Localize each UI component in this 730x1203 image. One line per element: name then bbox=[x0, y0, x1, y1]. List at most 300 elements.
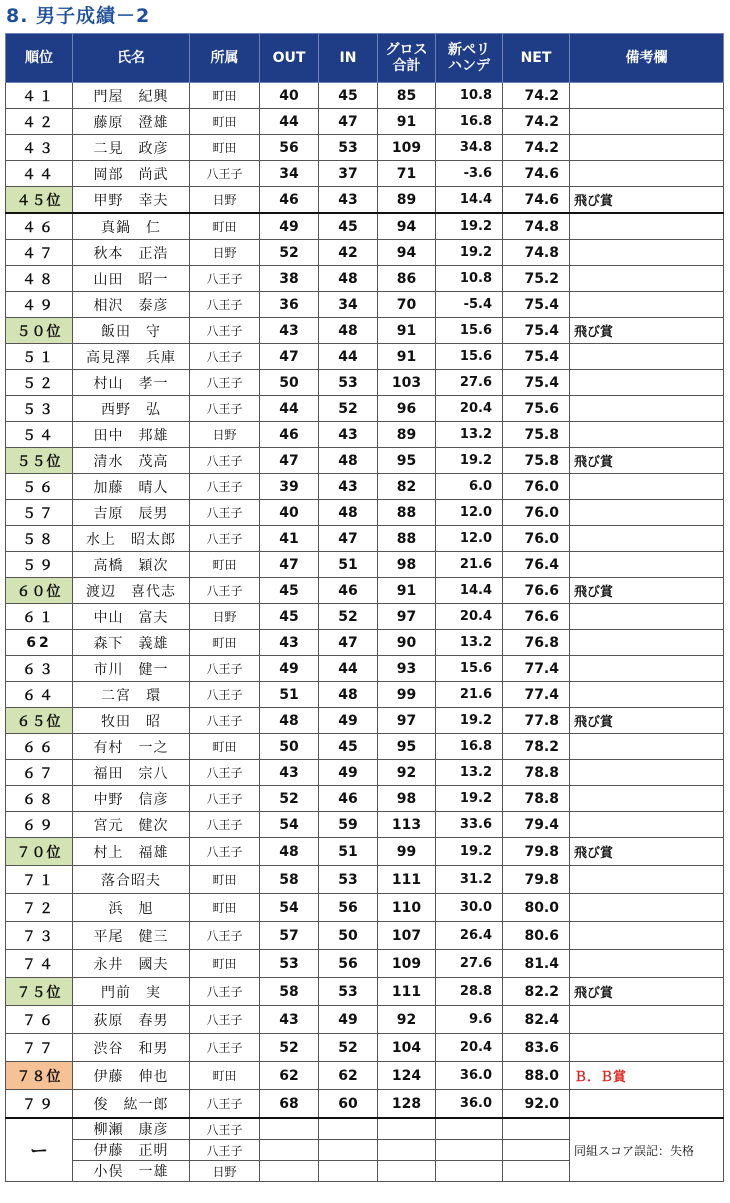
name-cell: 村上 福雄 bbox=[73, 838, 190, 866]
handicap-cell: 20.4 bbox=[436, 1034, 503, 1062]
gross-cell: 107 bbox=[378, 922, 436, 950]
rank-cell: ５１ bbox=[6, 344, 73, 370]
in-cell: 53 bbox=[319, 866, 378, 894]
handicap-cell: 31.2 bbox=[436, 866, 503, 894]
name-cell: 荻原 春男 bbox=[73, 1006, 190, 1034]
table-row bbox=[6, 344, 724, 370]
remarks-cell bbox=[570, 604, 724, 630]
out-cell: 43 bbox=[260, 318, 319, 344]
header-remarks: 備考欄 bbox=[570, 34, 724, 83]
remarks-cell: 飛び賞 bbox=[570, 578, 724, 604]
empty-cell bbox=[260, 1140, 319, 1161]
net-cell: 77.4 bbox=[503, 656, 570, 682]
affiliation-cell: 八王子 bbox=[190, 526, 260, 552]
net-cell: 75.8 bbox=[503, 448, 570, 474]
gross-cell: 104 bbox=[378, 1034, 436, 1062]
rank-cell: ６９ bbox=[6, 812, 73, 838]
name-cell: 吉原 辰男 bbox=[73, 500, 190, 526]
in-cell: 53 bbox=[319, 370, 378, 396]
out-cell: 50 bbox=[260, 370, 319, 396]
rank-cell: ４１ bbox=[6, 83, 73, 109]
handicap-cell: 34.8 bbox=[436, 135, 503, 161]
gross-cell: 91 bbox=[378, 109, 436, 135]
rank-cell: ６５位 bbox=[6, 708, 73, 734]
name-cell: 伊藤 伸也 bbox=[73, 1062, 190, 1090]
rank-cell: ４８ bbox=[6, 266, 73, 292]
in-cell: 53 bbox=[319, 135, 378, 161]
affiliation-cell: 八王子 bbox=[190, 1140, 260, 1161]
affiliation-cell: 八王子 bbox=[190, 500, 260, 526]
net-cell: 74.8 bbox=[503, 213, 570, 240]
empty-cell bbox=[436, 1161, 503, 1182]
remarks-cell bbox=[570, 500, 724, 526]
header-row bbox=[6, 34, 724, 83]
out-cell: 56 bbox=[260, 135, 319, 161]
rank-cell: ７３ bbox=[6, 922, 73, 950]
out-cell: 54 bbox=[260, 894, 319, 922]
rank-cell: ７４ bbox=[6, 950, 73, 978]
name-cell: 中山 富夫 bbox=[73, 604, 190, 630]
gross-cell: 109 bbox=[378, 135, 436, 161]
remarks-cell bbox=[570, 760, 724, 786]
affiliation-cell: 日野 bbox=[190, 1161, 260, 1182]
empty-cell bbox=[319, 1140, 378, 1161]
in-cell: 44 bbox=[319, 344, 378, 370]
in-cell: 48 bbox=[319, 318, 378, 344]
handicap-cell: 20.4 bbox=[436, 396, 503, 422]
name-cell: 平尾 健三 bbox=[73, 922, 190, 950]
remarks-cell: 飛び賞 bbox=[570, 187, 724, 214]
handicap-cell: 16.8 bbox=[436, 109, 503, 135]
affiliation-cell: 八王子 bbox=[190, 448, 260, 474]
affiliation-cell: 八王子 bbox=[190, 812, 260, 838]
rank-cell: ７５位 bbox=[6, 978, 73, 1006]
table-row bbox=[6, 734, 724, 760]
in-cell: 45 bbox=[319, 83, 378, 109]
out-cell: 52 bbox=[260, 1034, 319, 1062]
gross-cell: 98 bbox=[378, 786, 436, 812]
in-cell: 48 bbox=[319, 682, 378, 708]
header-name: 氏名 bbox=[73, 34, 190, 83]
rank-cell: ４２ bbox=[6, 109, 73, 135]
name-cell: 二見 政彦 bbox=[73, 135, 190, 161]
rank-cell: ６０位 bbox=[6, 578, 73, 604]
table-row bbox=[6, 656, 724, 682]
name-cell: 山田 昭一 bbox=[73, 266, 190, 292]
rank-cell: ５７ bbox=[6, 500, 73, 526]
in-cell: 52 bbox=[319, 396, 378, 422]
affiliation-cell: 町田 bbox=[190, 109, 260, 135]
net-cell: 74.6 bbox=[503, 161, 570, 187]
affiliation-cell: 八王子 bbox=[190, 786, 260, 812]
table-row bbox=[6, 950, 724, 978]
name-cell: 森下 義雄 bbox=[73, 630, 190, 656]
disqualified-row bbox=[6, 1118, 724, 1140]
in-cell: 42 bbox=[319, 240, 378, 266]
net-cell: 74.8 bbox=[503, 240, 570, 266]
table-row bbox=[6, 396, 724, 422]
handicap-cell: 6.0 bbox=[436, 474, 503, 500]
handicap-cell: 9.6 bbox=[436, 1006, 503, 1034]
out-cell: 39 bbox=[260, 474, 319, 500]
name-cell: 俊 紘一郎 bbox=[73, 1090, 190, 1119]
handicap-cell: 10.8 bbox=[436, 83, 503, 109]
remarks-cell bbox=[570, 894, 724, 922]
affiliation-cell: 八王子 bbox=[190, 344, 260, 370]
remarks-cell: 飛び賞 bbox=[570, 448, 724, 474]
name-cell: 落合昭夫 bbox=[73, 866, 190, 894]
affiliation-cell: 町田 bbox=[190, 894, 260, 922]
net-cell: 80.6 bbox=[503, 922, 570, 950]
remarks-cell bbox=[570, 344, 724, 370]
rank-cell: ４６ bbox=[6, 213, 73, 240]
out-cell: 41 bbox=[260, 526, 319, 552]
out-cell: 68 bbox=[260, 1090, 319, 1119]
affiliation-cell: 八王子 bbox=[190, 922, 260, 950]
rank-cell: ６８ bbox=[6, 786, 73, 812]
affiliation-cell: 町田 bbox=[190, 213, 260, 240]
handicap-cell: -5.4 bbox=[436, 292, 503, 318]
in-cell: 49 bbox=[319, 760, 378, 786]
out-cell: 47 bbox=[260, 344, 319, 370]
rank-cell: ６４ bbox=[6, 682, 73, 708]
table-row bbox=[6, 786, 724, 812]
header-rank: 順位 bbox=[6, 34, 73, 83]
name-cell: 水上 昭太郎 bbox=[73, 526, 190, 552]
rank-cell: ４５位 bbox=[6, 187, 73, 214]
affiliation-cell: 町田 bbox=[190, 866, 260, 894]
empty-cell bbox=[319, 1118, 378, 1140]
net-cell: 77.8 bbox=[503, 708, 570, 734]
gross-cell: 71 bbox=[378, 161, 436, 187]
out-cell: 40 bbox=[260, 500, 319, 526]
handicap-cell: 27.6 bbox=[436, 370, 503, 396]
empty-cell bbox=[260, 1118, 319, 1140]
in-cell: 52 bbox=[319, 604, 378, 630]
rank-cell: ７７ bbox=[6, 1034, 73, 1062]
name-cell: 藤原 澄雄 bbox=[73, 109, 190, 135]
name-cell: 牧田 昭 bbox=[73, 708, 190, 734]
net-cell: 75.4 bbox=[503, 292, 570, 318]
name-cell: 渡辺 喜代志 bbox=[73, 578, 190, 604]
remarks-cell bbox=[570, 1034, 724, 1062]
empty-cell bbox=[503, 1161, 570, 1182]
gross-cell: 70 bbox=[378, 292, 436, 318]
affiliation-cell: 八王子 bbox=[190, 1118, 260, 1140]
remarks-cell bbox=[570, 292, 724, 318]
table-row bbox=[6, 422, 724, 448]
in-cell: 50 bbox=[319, 922, 378, 950]
handicap-cell: 13.2 bbox=[436, 760, 503, 786]
out-cell: 62 bbox=[260, 1062, 319, 1090]
remarks-cell bbox=[570, 161, 724, 187]
table-row bbox=[6, 866, 724, 894]
affiliation-cell: 八王子 bbox=[190, 292, 260, 318]
rank-cell: ５０位 bbox=[6, 318, 73, 344]
out-cell: 43 bbox=[260, 760, 319, 786]
rank-cell: ５４ bbox=[6, 422, 73, 448]
net-cell: 76.8 bbox=[503, 630, 570, 656]
out-cell: 48 bbox=[260, 838, 319, 866]
gross-cell: 97 bbox=[378, 708, 436, 734]
gross-cell: 92 bbox=[378, 1006, 436, 1034]
disqualified-note: 同組スコア誤記：失格 bbox=[570, 1118, 724, 1182]
name-cell: 相沢 泰彦 bbox=[73, 292, 190, 318]
remarks-cell bbox=[570, 422, 724, 448]
affiliation-cell: 八王子 bbox=[190, 370, 260, 396]
handicap-cell: 27.6 bbox=[436, 950, 503, 978]
rank-cell: ６７ bbox=[6, 760, 73, 786]
gross-cell: 94 bbox=[378, 213, 436, 240]
handicap-cell: 13.2 bbox=[436, 422, 503, 448]
net-cell: 75.4 bbox=[503, 344, 570, 370]
table-row bbox=[6, 240, 724, 266]
handicap-cell: -3.6 bbox=[436, 161, 503, 187]
affiliation-cell: 八王子 bbox=[190, 656, 260, 682]
remarks-cell bbox=[570, 135, 724, 161]
empty-cell bbox=[378, 1140, 436, 1161]
results-body bbox=[6, 83, 724, 1182]
gross-cell: 85 bbox=[378, 83, 436, 109]
header-out: OUT bbox=[260, 34, 319, 83]
remarks-cell bbox=[570, 812, 724, 838]
affiliation-cell: 町田 bbox=[190, 734, 260, 760]
net-cell: 74.6 bbox=[503, 187, 570, 214]
affiliation-cell: 八王子 bbox=[190, 396, 260, 422]
handicap-cell: 12.0 bbox=[436, 500, 503, 526]
out-cell: 57 bbox=[260, 922, 319, 950]
empty-cell bbox=[260, 1161, 319, 1182]
gross-cell: 128 bbox=[378, 1090, 436, 1119]
remarks-cell bbox=[570, 786, 724, 812]
remarks-cell: 飛び賞 bbox=[570, 318, 724, 344]
in-cell: 44 bbox=[319, 656, 378, 682]
name-cell: 西野 弘 bbox=[73, 396, 190, 422]
name-cell: 伊藤 正明 bbox=[73, 1140, 190, 1161]
out-cell: 50 bbox=[260, 734, 319, 760]
net-cell: 75.4 bbox=[503, 318, 570, 344]
table-row bbox=[6, 894, 724, 922]
in-cell: 51 bbox=[319, 838, 378, 866]
out-cell: 58 bbox=[260, 978, 319, 1006]
table-row bbox=[6, 760, 724, 786]
rank-cell: ６３ bbox=[6, 656, 73, 682]
out-cell: 52 bbox=[260, 240, 319, 266]
out-cell: 51 bbox=[260, 682, 319, 708]
name-cell: 宮元 健次 bbox=[73, 812, 190, 838]
remarks-cell bbox=[570, 950, 724, 978]
in-cell: 48 bbox=[319, 500, 378, 526]
in-cell: 43 bbox=[319, 187, 378, 214]
in-cell: 56 bbox=[319, 950, 378, 978]
in-cell: 48 bbox=[319, 266, 378, 292]
name-cell: 永井 國夫 bbox=[73, 950, 190, 978]
net-cell: 78.8 bbox=[503, 760, 570, 786]
in-cell: 43 bbox=[319, 422, 378, 448]
rank-cell: ７６ bbox=[6, 1006, 73, 1034]
gross-cell: 95 bbox=[378, 448, 436, 474]
affiliation-cell: 八王子 bbox=[190, 318, 260, 344]
gross-cell: 91 bbox=[378, 344, 436, 370]
rank-cell: ４４ bbox=[6, 161, 73, 187]
net-cell: 74.2 bbox=[503, 83, 570, 109]
handicap-cell: 15.6 bbox=[436, 656, 503, 682]
table-row bbox=[6, 83, 724, 109]
name-cell: 有村 一之 bbox=[73, 734, 190, 760]
table-row bbox=[6, 474, 724, 500]
handicap-cell: 10.8 bbox=[436, 266, 503, 292]
remarks-cell: 飛び賞 bbox=[570, 978, 724, 1006]
gross-cell: 109 bbox=[378, 950, 436, 978]
gross-cell: 98 bbox=[378, 552, 436, 578]
name-cell: 渋谷 和男 bbox=[73, 1034, 190, 1062]
rank-cell: ７１ bbox=[6, 866, 73, 894]
affiliation-cell: 日野 bbox=[190, 240, 260, 266]
remarks-cell bbox=[570, 552, 724, 578]
gross-cell: 110 bbox=[378, 894, 436, 922]
remarks-cell bbox=[570, 109, 724, 135]
handicap-cell: 33.6 bbox=[436, 812, 503, 838]
table-row bbox=[6, 135, 724, 161]
handicap-cell: 26.4 bbox=[436, 922, 503, 950]
out-cell: 58 bbox=[260, 866, 319, 894]
gross-cell: 97 bbox=[378, 604, 436, 630]
name-cell: 門屋 紀興 bbox=[73, 83, 190, 109]
affiliation-cell: 八王子 bbox=[190, 578, 260, 604]
out-cell: 49 bbox=[260, 213, 319, 240]
gross-cell: 82 bbox=[378, 474, 436, 500]
table-row bbox=[6, 213, 724, 240]
remarks-cell bbox=[570, 1090, 724, 1119]
table-row bbox=[6, 187, 724, 214]
gross-cell: 111 bbox=[378, 978, 436, 1006]
gross-cell: 113 bbox=[378, 812, 436, 838]
net-cell: 82.4 bbox=[503, 1006, 570, 1034]
rank-cell: ５６ bbox=[6, 474, 73, 500]
affiliation-cell: 八王子 bbox=[190, 760, 260, 786]
rank-cell: ５２ bbox=[6, 370, 73, 396]
net-cell: 79.4 bbox=[503, 812, 570, 838]
table-row bbox=[6, 1034, 724, 1062]
name-cell: 真鍋 仁 bbox=[73, 213, 190, 240]
net-cell: 77.4 bbox=[503, 682, 570, 708]
gross-cell: 88 bbox=[378, 526, 436, 552]
affiliation-cell: 日野 bbox=[190, 187, 260, 214]
rank-cell: ７０位 bbox=[6, 838, 73, 866]
name-cell: 高見澤 兵庫 bbox=[73, 344, 190, 370]
out-cell: 44 bbox=[260, 109, 319, 135]
gross-cell: 93 bbox=[378, 656, 436, 682]
table-row bbox=[6, 370, 724, 396]
table-row bbox=[6, 578, 724, 604]
net-cell: 92.0 bbox=[503, 1090, 570, 1119]
remarks-cell: 飛び賞 bbox=[570, 838, 724, 866]
out-cell: 46 bbox=[260, 187, 319, 214]
name-cell: 加藤 晴人 bbox=[73, 474, 190, 500]
name-cell: 二宮 環 bbox=[73, 682, 190, 708]
handicap-cell: 12.0 bbox=[436, 526, 503, 552]
remarks-cell bbox=[570, 734, 724, 760]
table-row bbox=[6, 922, 724, 950]
remarks-cell bbox=[570, 240, 724, 266]
out-cell: 45 bbox=[260, 578, 319, 604]
net-cell: 76.4 bbox=[503, 552, 570, 578]
gross-cell: 103 bbox=[378, 370, 436, 396]
handicap-cell: 19.2 bbox=[436, 213, 503, 240]
in-cell: 46 bbox=[319, 578, 378, 604]
rank-cell: ４３ bbox=[6, 135, 73, 161]
remarks-cell: Ｂ．Ｂ賞 bbox=[570, 1062, 724, 1090]
in-cell: 53 bbox=[319, 978, 378, 1006]
table-row bbox=[6, 161, 724, 187]
net-cell: 79.8 bbox=[503, 866, 570, 894]
in-cell: 47 bbox=[319, 630, 378, 656]
name-cell: 市川 健一 bbox=[73, 656, 190, 682]
net-cell: 83.6 bbox=[503, 1034, 570, 1062]
out-cell: 46 bbox=[260, 422, 319, 448]
table-row bbox=[6, 318, 724, 344]
affiliation-cell: 八王子 bbox=[190, 266, 260, 292]
affiliation-cell: 町田 bbox=[190, 135, 260, 161]
net-cell: 76.0 bbox=[503, 526, 570, 552]
net-cell: 81.4 bbox=[503, 950, 570, 978]
rank-cell: ４９ bbox=[6, 292, 73, 318]
in-cell: 48 bbox=[319, 448, 378, 474]
remarks-cell bbox=[570, 266, 724, 292]
out-cell: 53 bbox=[260, 950, 319, 978]
out-cell: 49 bbox=[260, 656, 319, 682]
net-cell: 76.0 bbox=[503, 474, 570, 500]
affiliation-cell: 八王子 bbox=[190, 474, 260, 500]
out-cell: 44 bbox=[260, 396, 319, 422]
handicap-cell: 19.2 bbox=[436, 786, 503, 812]
handicap-cell: 36.0 bbox=[436, 1062, 503, 1090]
empty-cell bbox=[378, 1118, 436, 1140]
out-cell: 38 bbox=[260, 266, 319, 292]
table-row bbox=[6, 266, 724, 292]
rank-cell: ７９ bbox=[6, 1090, 73, 1119]
handicap-cell: 19.2 bbox=[436, 448, 503, 474]
out-cell: 48 bbox=[260, 708, 319, 734]
table-row bbox=[6, 708, 724, 734]
name-cell: 清水 茂高 bbox=[73, 448, 190, 474]
rank-cell: ４７ bbox=[6, 240, 73, 266]
net-cell: 79.8 bbox=[503, 838, 570, 866]
net-cell: 75.8 bbox=[503, 422, 570, 448]
name-cell: 福田 宗八 bbox=[73, 760, 190, 786]
affiliation-cell: 八王子 bbox=[190, 1090, 260, 1119]
rank-cell: ５９ bbox=[6, 552, 73, 578]
remarks-cell bbox=[570, 630, 724, 656]
in-cell: 62 bbox=[319, 1062, 378, 1090]
handicap-cell: 16.8 bbox=[436, 734, 503, 760]
out-cell: 40 bbox=[260, 83, 319, 109]
remarks-cell bbox=[570, 656, 724, 682]
gross-cell: 88 bbox=[378, 500, 436, 526]
gross-cell: 124 bbox=[378, 1062, 436, 1090]
name-cell: 浜 旭 bbox=[73, 894, 190, 922]
handicap-cell: 21.6 bbox=[436, 682, 503, 708]
affiliation-cell: 八王子 bbox=[190, 1006, 260, 1034]
table-row bbox=[6, 552, 724, 578]
remarks-cell bbox=[570, 526, 724, 552]
affiliation-cell: 八王子 bbox=[190, 1034, 260, 1062]
handicap-cell: 36.0 bbox=[436, 1090, 503, 1119]
rank-cell: ７２ bbox=[6, 894, 73, 922]
name-cell: 岡部 尚武 bbox=[73, 161, 190, 187]
affiliation-cell: 町田 bbox=[190, 1062, 260, 1090]
header-handicap-line1: 新ペリ bbox=[448, 42, 490, 58]
